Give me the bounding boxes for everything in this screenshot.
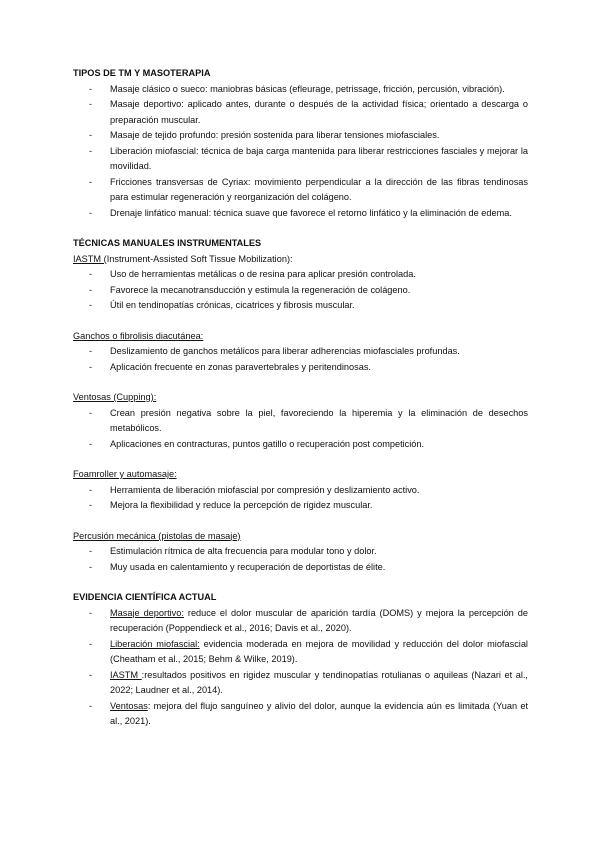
evidence-text: : mejora del flujo sanguíneo y alivio del dolor, aunque la evidencia aún es limitada (Yuan et al., 2021). — [110, 700, 528, 726]
foamroller-list — [73, 483, 528, 514]
document-page — [73, 66, 528, 730]
list-item: - Masaje clásico o sueco: maniobras básicas (efleurage, petrissage, fricción, percusión, vibración). — [73, 82, 528, 98]
ventosas-label: Ventosas (Cupping): — [73, 392, 157, 402]
list-item: - Favorece la mecanotransducción y estimula la regeneración de colágeno. — [73, 283, 528, 299]
list-item — [73, 637, 528, 668]
subheading-ganchos — [73, 329, 528, 345]
list-item: - Fricciones transversas de Cyriax: movimiento perpendicular a la dirección de las fibras tendinosas para estimular regeneración y reorganización del colágeno. — [73, 175, 528, 206]
evidence-term: Liberación miofascial: — [110, 638, 200, 649]
section-title-evidencia: EVIDENCIA CIENTÍFICA ACTUAL — [73, 592, 217, 602]
list-item: - Uso de herramientas metálicas o de resina para aplicar presión controlada. — [73, 267, 528, 283]
list-item: - Masaje deportivo: aplicado antes, durante o después de la actividad física; orientado a descarga o preparación muscular. — [73, 97, 528, 128]
list-item: - Deslizamiento de ganchos metálicos para liberar adherencias miofasciales profundas. — [73, 344, 528, 360]
list-item: - Herramienta de liberación miofascial por compresión y deslizamiento activo. — [73, 483, 528, 499]
evidence-text: reduce el dolor muscular de aparición tardía (DOMS) y mejora la percepción de recuperación (Poppendieck et al., 2016; Davis et al., 2020). — [110, 607, 528, 633]
evidence-term: Ventosas — [110, 700, 148, 711]
subheading-percusion — [73, 529, 528, 545]
list-item: - Aplicaciones en contracturas, puntos gatillo o recuperación post competición. — [73, 437, 528, 453]
section-title-tipos: TIPOS DE TM Y MASOTERAPIA — [73, 68, 211, 78]
list-item — [73, 668, 528, 699]
list-item: - Drenaje linfático manual: técnica suave que favorece el retorno linfático y la eliminación de edema. — [73, 206, 528, 222]
subheading-ventosas — [73, 390, 528, 406]
evidence-term: Masaje deportivo: — [110, 607, 184, 618]
evidence-text: evidencia moderada en mejora de movilidad y reducción del dolor miofascial (Cheatham et al., 2015; Behm & Wilke, 2019). — [110, 638, 528, 664]
tipos-list — [73, 82, 528, 222]
percusion-list — [73, 544, 528, 575]
list-item — [73, 699, 528, 730]
percusion-label: Percusión mecánica (pistolas de masaje) — [73, 530, 241, 541]
list-item: - Mejora la flexibilidad y reduce la percepción de rigidez muscular. — [73, 498, 528, 514]
evidencia-list — [73, 606, 528, 730]
foamroller-label: Foamroller y automasaje: — [73, 469, 177, 479]
list-item: - Útil en tendinopatías crónicas, cicatrices y fibrosis muscular. — [73, 298, 528, 314]
list-item: - Liberación miofascial: técnica de baja carga mantenida para liberar restricciones fasciales y mejorar la movilidad. — [73, 144, 528, 175]
evidence-text: :resultados positivos en rigidez muscular y tendinopatías rotulianas o aquileas (Nazari et al., 2022; Laudner et al., 2014). — [110, 669, 528, 695]
list-item: - Muy usada en calentamiento y recuperación de deportistas de élite. — [73, 560, 528, 576]
ventosas-list — [73, 406, 528, 453]
subheading-foamroller — [73, 467, 528, 483]
section-title-tecnicas: TÉCNICAS MANUALES INSTRUMENTALES — [73, 238, 262, 248]
evidence-term: IASTM — [110, 669, 142, 680]
list-item: - Estimulación rítmica de alta frecuencia para modular tono y dolor. — [73, 544, 528, 560]
ganchos-label: Ganchos o fibrolisis diacutánea: — [73, 330, 204, 341]
list-item — [73, 606, 528, 637]
list-item: - Aplicación frecuente en zonas paravertebrales y peritendinosas. — [73, 360, 528, 376]
iastm-rest: Instrument-Assisted Soft Tissue Mobilization): — [106, 253, 293, 264]
iastm-label: IASTM ( — [73, 253, 107, 264]
list-item: - Crean presión negativa sobre la piel, favoreciendo la hiperemia y la eliminación de desechos metabólicos. — [73, 406, 528, 437]
ganchos-list — [73, 344, 528, 375]
subheading-iastm — [73, 252, 528, 268]
iastm-list — [73, 267, 528, 314]
list-item: - Masaje de tejido profundo: presión sostenida para liberar tensiones miofasciales. — [73, 128, 528, 144]
